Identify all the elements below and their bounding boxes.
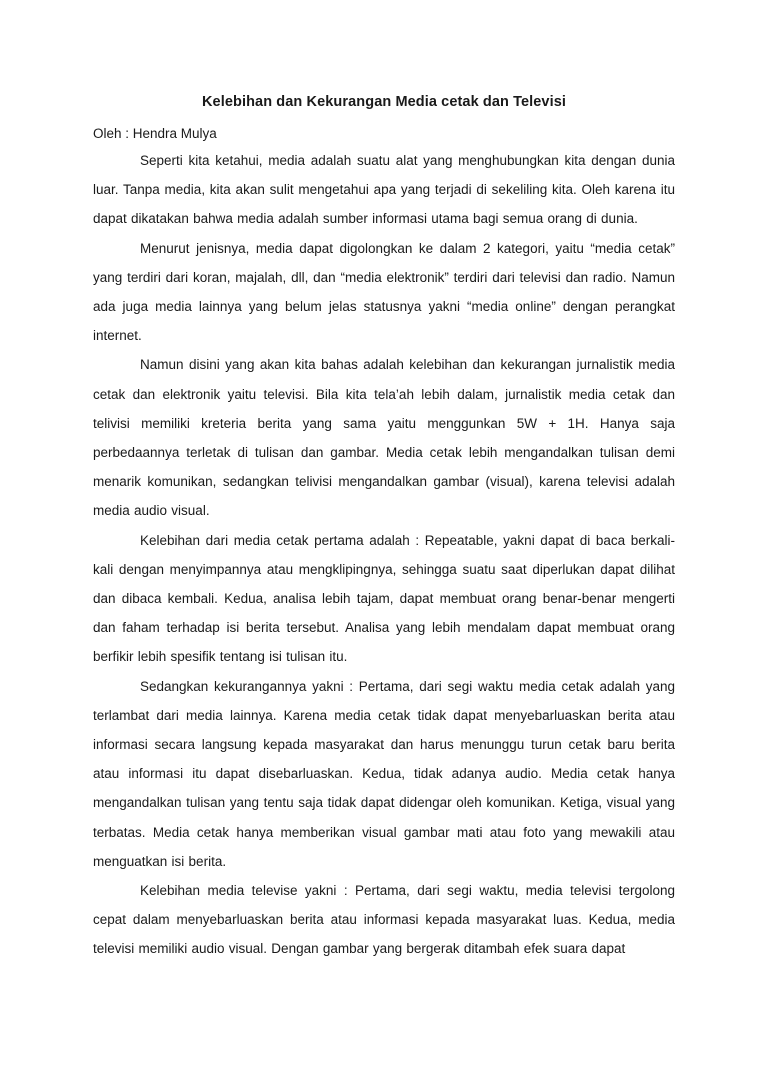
document-author: Oleh : Hendra Mulya bbox=[93, 126, 217, 141]
paragraph-print-advantages: Kelebihan dari media cetak pertama adalah : Repeatable, yakni dapat di baca berkali-kali dengan menyimpannya atau mengklipingnya, sehingga suatu saat diperlukan dapat dilihat dan dibaca kembali. Kedua, analisa lebih tajam, dapat membuat orang benar-benar mengerti dan faham terhadap isi berita tersebut. Analisa yang lebih mendalam dapat membuat orang berfikir lebih spesifik tentang isi tulisan itu. bbox=[93, 532, 675, 665]
paragraph-journalism-comparison: Namun disini yang akan kita bahas adalah kelebihan dan kekurangan jurnalistik media cetak dan elektronik yaitu televisi. Bila kita tela’ah lebih dalam, jurnalistik media cetak dan telivisi memiliki kreteria berita yang sama yaitu menggunkan 5W + 1H. Hanya saja perbedaannya terletak di tulisan dan gambar. Media cetak lebih mengandalkan tulisan demi menarik komunikan, sedangkan telivisi mengandalkan gambar (visual), karena televisi adalah media audio visual. bbox=[93, 357, 675, 519]
paragraph-media-categories: Menurut jenisnya, media dapat digolongkan ke dalam 2 kategori, yaitu “media cetak” yang terdiri dari koran, majalah, dll, dan “media elektronik” terdiri dari televisi dan radio. Namun ada juga media lainnya yang belum jelas statusnya yakni “media online” dengan perangkat internet. bbox=[93, 240, 675, 344]
document-title: Kelebihan dan Kekurangan Media cetak dan Televisi bbox=[201, 94, 567, 110]
paragraph-intro: Seperti kita ketahui, media adalah suatu alat yang menghubungkan kita dengan dunia luar. Tanpa media, kita akan sulit mengetahui apa yang terjadi di sekeliling kita. Oleh karena itu dapat dikatakan bahwa media adalah sumber informasi utama bagi semua orang di dunia. bbox=[93, 153, 675, 227]
paragraph-print-disadvantages: Sedangkan kekurangannya yakni : Pertama, dari segi waktu media cetak adalah yang terlambat dari media lainnya. Karena media cetak tidak dapat menyebarluaskan berita atau informasi secara langsung kepada masyarakat dan harus menunggu turun cetak baru berita atau informasi itu dapat disebarluaskan. Kedua, tidak adanya audio. Media cetak hanya mengandalkan tulisan yang tentu saja tidak dapat didengar oleh komunikan. Ketiga, visual yang terbatas. Media cetak hanya memberikan visual gambar mati atau foto yang mewakili atau menguatkan isi berita. bbox=[93, 678, 675, 869]
paragraph-tv-advantages: Kelebihan media televise yakni : Pertama, dari segi waktu, media televisi tergolong cepat dalam menyebarluaskan berita atau informasi kepada masyarakat luas. Kedua, media televisi memiliki audio visual. Dengan gambar yang bergerak ditambah efek suara dapat bbox=[93, 883, 675, 957]
document-content bbox=[93, 90, 675, 964]
